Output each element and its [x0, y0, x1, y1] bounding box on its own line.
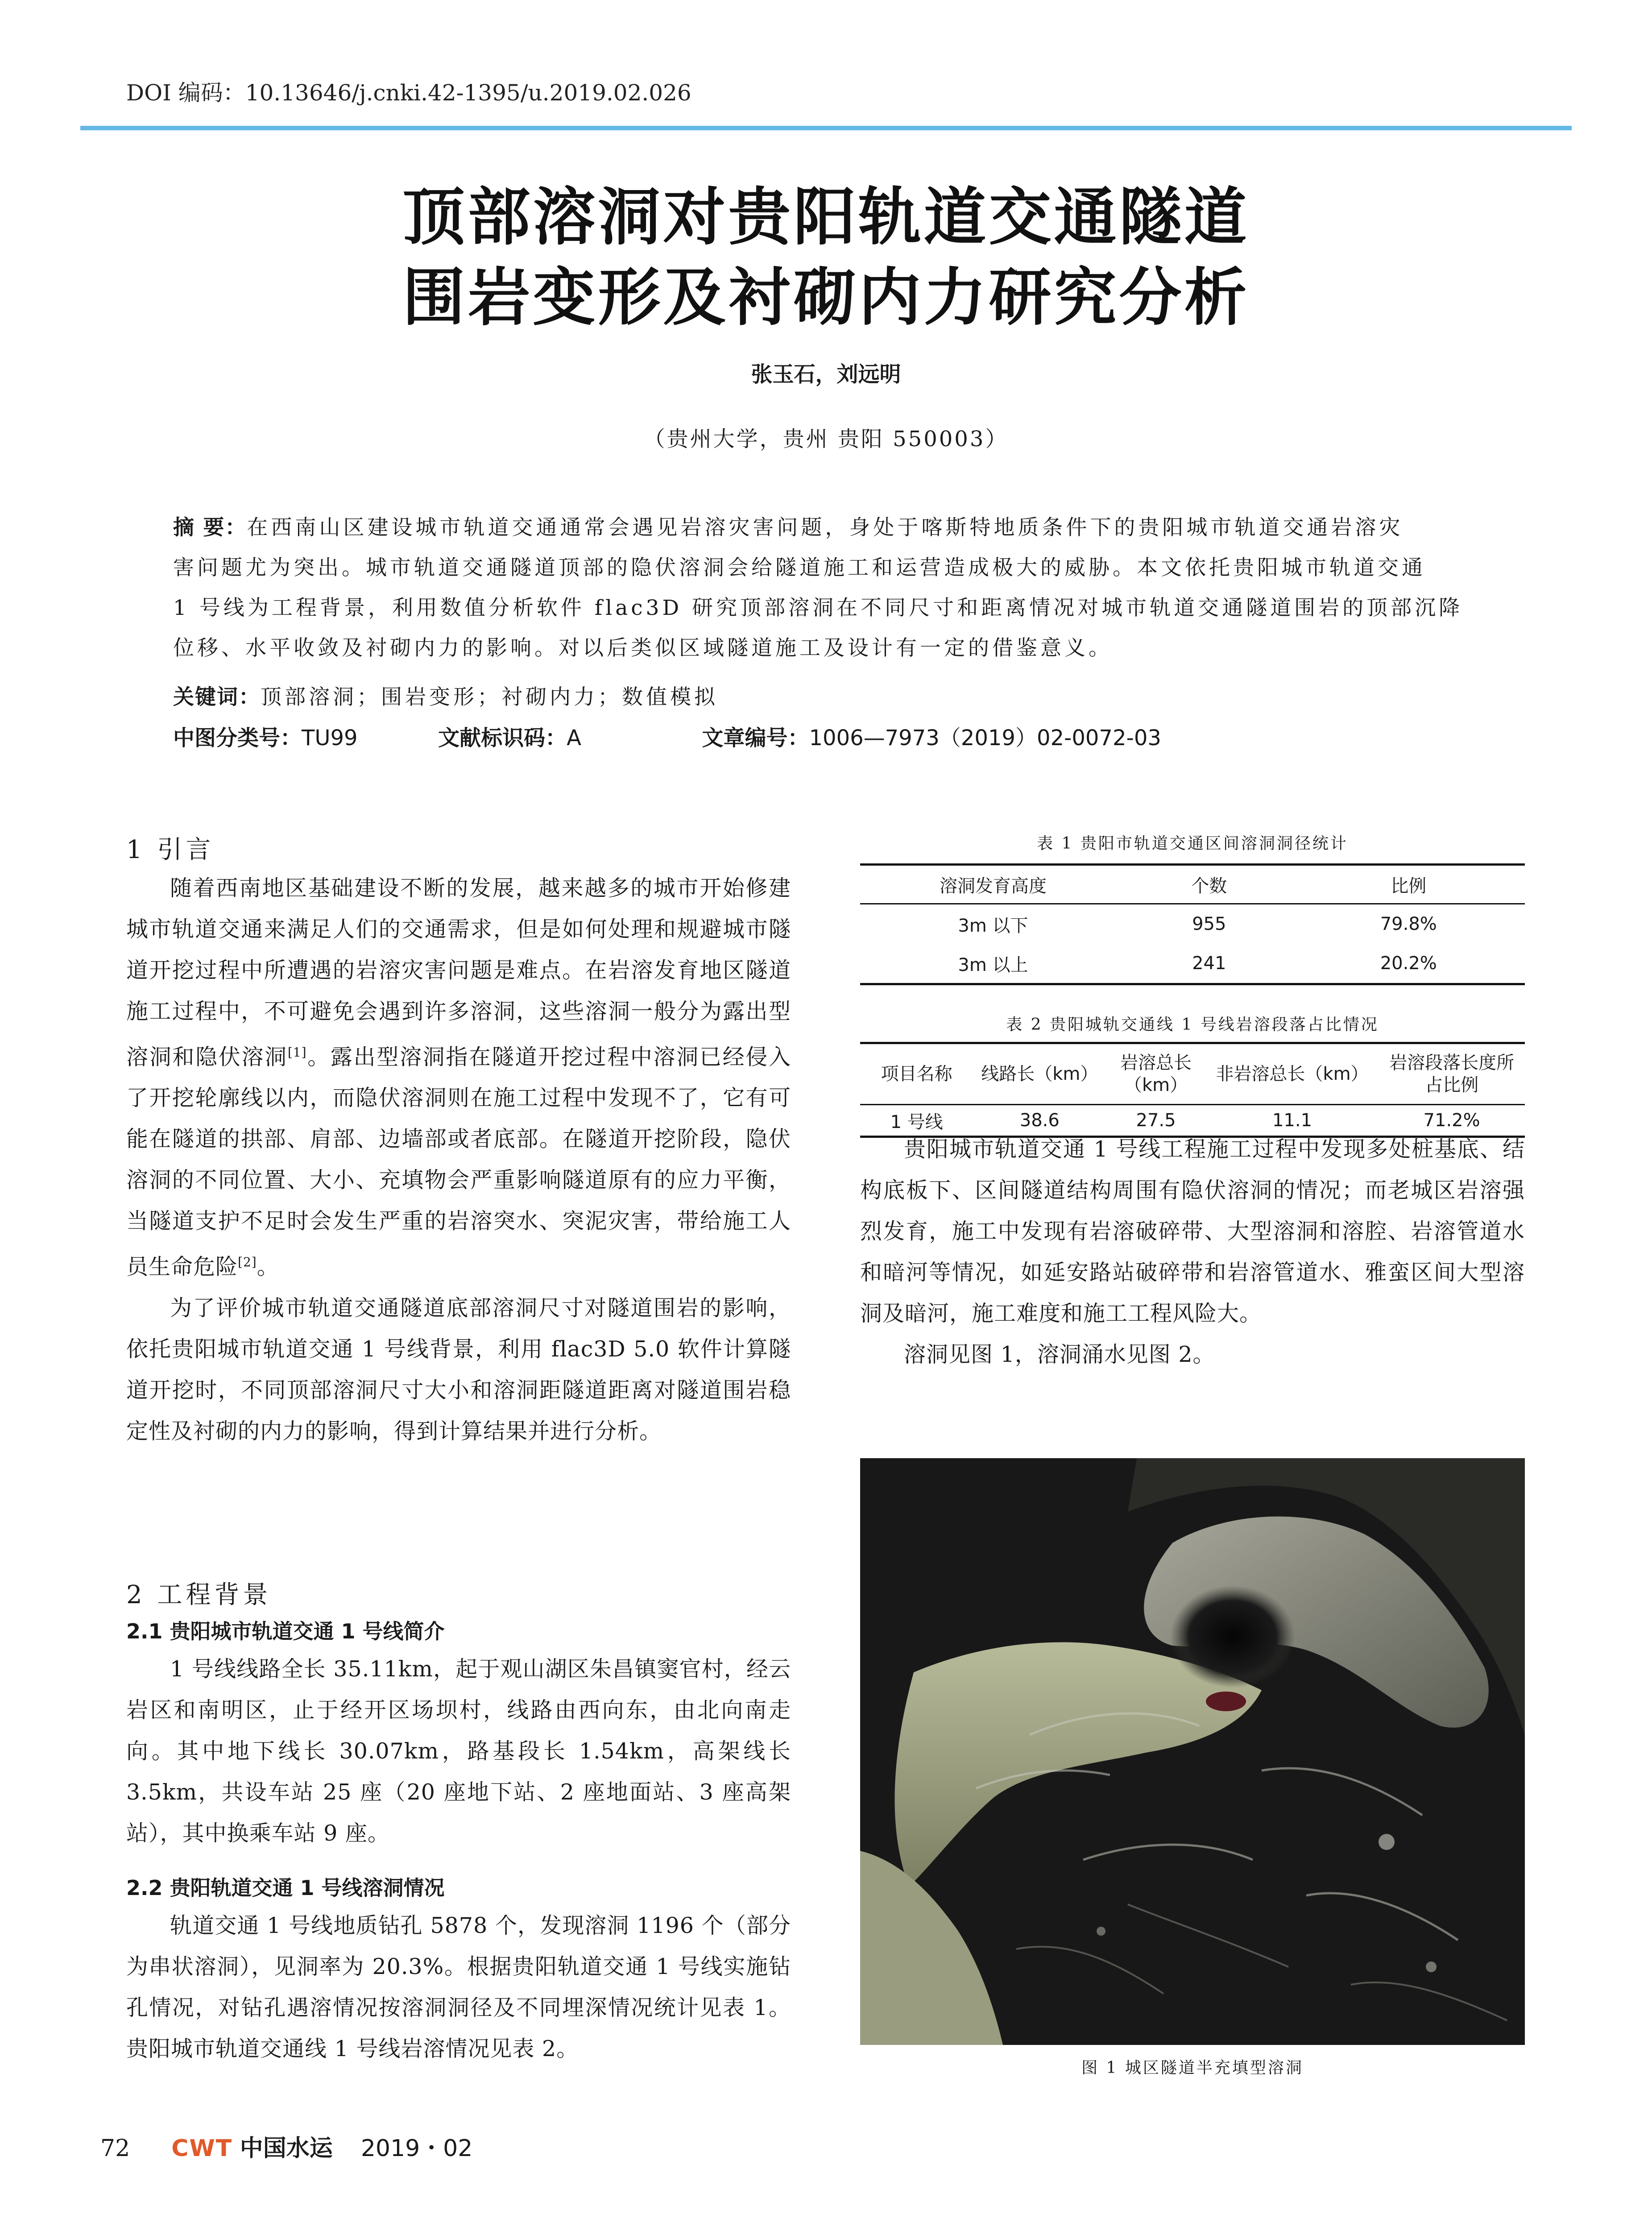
table1-cell: 3m 以下 [958, 915, 1028, 936]
ref-1: [1] [287, 1045, 307, 1060]
abstract-line-4: 位移、水平收敛及衬砌内力的影响。对以后类似区域隧道施工及设计有一定的借鉴意义。 [173, 636, 1113, 660]
ref-2: [2] [238, 1255, 257, 1270]
section1-paragraph-1: 随着西南地区基础建设不断的发展，越来越多的城市开始修建城市轨道交通来满足人们的交通需求，但是如何处理和规避城市隧道开挖过程中所遭遇的岩溶灾害问题是难点。在岩溶发育地区隧道施工过程中，不可避免会遇到许多溶洞，这些溶洞一般分为露出型溶洞和隐伏溶洞[1]。露出型溶洞指在隧道开挖过程中溶洞已经侵入了开挖轮廓线以内，而隐伏溶洞则在施工过程中发现不了，它有可能在隧道的拱部、肩部、边墙部或者底部。在隧道开挖阶段，隐伏溶洞的不同位置、大小、充填物会严重影响隧道原有的应力平衡，当隧道支护不足时会发生严重的岩溶突水、突泥灾害，带给施工人员生命危险[2]。 [126, 875, 791, 1280]
abstract-line-2: 害问题尤为突出。城市轨道交通隧道顶部的隐伏溶洞会给隧道施工和运营造成极大的威胁。本文依托贵阳城市轨道交通 [173, 556, 1426, 580]
authors: 张玉石，刘远明 [751, 362, 901, 387]
table2-cell: 71.2% [1423, 1110, 1480, 1131]
keywords-line [173, 680, 718, 710]
table1-caption: 表 1 贵阳市轨道交通区间溶洞洞径统计 [1037, 834, 1348, 853]
section1-body [126, 868, 791, 1452]
section1-paragraph-2: 为了评价城市轨道交通隧道底部溶洞尺寸对隧道围岩的影响，依托贵阳城市轨道交通 1 号线背景，利用 flac3D 5.0 软件计算隧道开挖时，不同顶部溶洞尺寸大小和溶洞距隧道距离对隧道围岩稳定性及衬砌的内力的影响，得到计算结果并进行分析。 [126, 1295, 791, 1444]
clc-label: 中图分类号： [173, 726, 302, 751]
section2-1-heading: 2.1 贵阳城市轨道交通 1 号线简介 [126, 1619, 445, 1643]
abstract-label: 摘 要： [173, 515, 247, 540]
table2-caption: 表 2 贵阳城轨交通线 1 号线岩溶段落占比情况 [1006, 1016, 1379, 1034]
title-line-1: 顶部溶洞对贵阳轨道交通隧道 [402, 181, 1250, 254]
cave-photo-illustration [860, 1458, 1525, 2045]
table1-header: 个数 [1126, 865, 1292, 904]
doc-label: 文献标识码： [438, 726, 567, 751]
table2-header: 岩溶总长（km） [1106, 1043, 1206, 1105]
section2-1-paragraph: 1 号线线路全长 35.11km，起于观山湖区朱昌镇窦官村，经云岩区和南明区，止于经开区场坝村，线路由西向东，由北向南走向。其中地下线长 30.07km，路基段长 1.54km，高架线长 3.5km，共设车站 25 座（20 座地下站、2 座地面站、3 座高架站），其中换乘车站 9 座。 [126, 1656, 791, 1846]
section2-2-paragraph: 轨道交通 1 号线地质钻孔 5878 个，发现溶洞 1196 个（部分为串状溶洞），见洞率为 20.3%。根据贵阳轨道交通 1 号线实施钻孔情况，对钻孔遇溶情况按溶洞洞径及不同埋深情况统计见表 1。贵阳城市轨道交通线 1 号线岩溶情况见表 2。 [126, 1913, 791, 2061]
classification-line [173, 721, 1161, 751]
doi-code: DOI 编码：10.13646/j.cnki.42-1395/u.2019.02.026 [126, 80, 691, 106]
table1-cell: 955 [1192, 914, 1226, 934]
table-row [860, 904, 1525, 944]
abstract-line-3: 1 号线为工程背景，利用数值分析软件 flac3D 研究顶部溶洞在不同尺寸和距离情况对城市轨道交通隧道围岩的顶部沉降 [173, 596, 1463, 620]
section2-2-body [126, 1905, 791, 2069]
journal-logo-cwt: CWT [171, 2135, 233, 2162]
table2-header: 线路长（km） [973, 1043, 1106, 1105]
keywords-text: 顶部溶洞；围岩变形；衬砌内力；数值模拟 [261, 685, 718, 709]
journal-issue: 2019・02 [360, 2135, 473, 2162]
journal-name: 中国水运 [240, 2135, 333, 2162]
page-footer [100, 2129, 472, 2163]
table1-cell: 3m 以上 [958, 954, 1028, 975]
table1-cell: 20.2% [1380, 953, 1437, 974]
table2-cell: 38.6 [1019, 1110, 1060, 1131]
abstract-text-1: 在西南山区建设城市轨道交通通常会遇见岩溶灾害问题，身处于喀斯特地质条件下的贵阳城市轨道交通岩溶灾 [247, 515, 1404, 540]
section2-2-heading: 2.2 贵阳轨道交通 1 号线溶洞情况 [126, 1876, 445, 1900]
right-paragraph-1: 贵阳城市轨道交通 1 号线工程施工过程中发现多处桩基底、结构底板下、区间隧道结构周围有隐伏溶洞的情况；而老城区岩溶强烈发育，施工中发现有岩溶破碎带、大型溶洞和溶腔、岩溶管道水和暗河等情况，如延安路站破碎带和岩溶管道水、雅蛮区间大型溶洞及暗河，施工难度和施工工程风险大。 [860, 1136, 1525, 1326]
affiliation: （贵州大学，贵州 贵阳 550003） [643, 427, 1009, 452]
figure1-caption: 图 1 城区隧道半充填型溶洞 [1081, 2059, 1304, 2077]
header-divider [80, 126, 1572, 130]
clc-value: TU99 [302, 726, 358, 751]
article-label: 文章编号： [702, 726, 809, 751]
table2-header-row [860, 1043, 1525, 1105]
section1-heading: 1 引言 [126, 835, 215, 864]
title-line-2: 围岩变形及衬砌内力研究分析 [402, 261, 1250, 334]
table1-header: 溶洞发育高度 [860, 865, 1126, 904]
section2-heading: 2 工程背景 [126, 1580, 272, 1609]
table2-cell: 11.1 [1272, 1110, 1312, 1131]
article-value: 1006—7973（2019）02-0072-03 [809, 726, 1161, 751]
table1-cell: 79.8% [1380, 914, 1437, 934]
table1-header: 比例 [1292, 865, 1525, 904]
table2-header: 项目名称 [860, 1043, 973, 1105]
page-number: 72 [100, 2135, 130, 2162]
table2-cell: 27.5 [1136, 1110, 1176, 1131]
table1 [860, 863, 1525, 985]
table1-cell: 241 [1192, 953, 1226, 974]
abstract-line-1 [173, 511, 1403, 541]
table-row [860, 944, 1525, 984]
keywords-label: 关键词： [173, 685, 261, 709]
table1-header-row [860, 865, 1525, 904]
table2-cell: 1 号线 [890, 1111, 943, 1132]
doc-value: A [567, 726, 581, 751]
figure1-photo [860, 1458, 1525, 2045]
table2 [860, 1042, 1525, 1138]
table2-header: 岩溶段落长度所占比例 [1379, 1043, 1525, 1105]
table2-header: 非岩溶总长（km） [1206, 1043, 1379, 1105]
right-paragraph-2: 溶洞见图 1，溶洞涌水见图 2。 [904, 1342, 1215, 1367]
section2-1-body [126, 1649, 791, 1854]
right-body [860, 1129, 1525, 1375]
